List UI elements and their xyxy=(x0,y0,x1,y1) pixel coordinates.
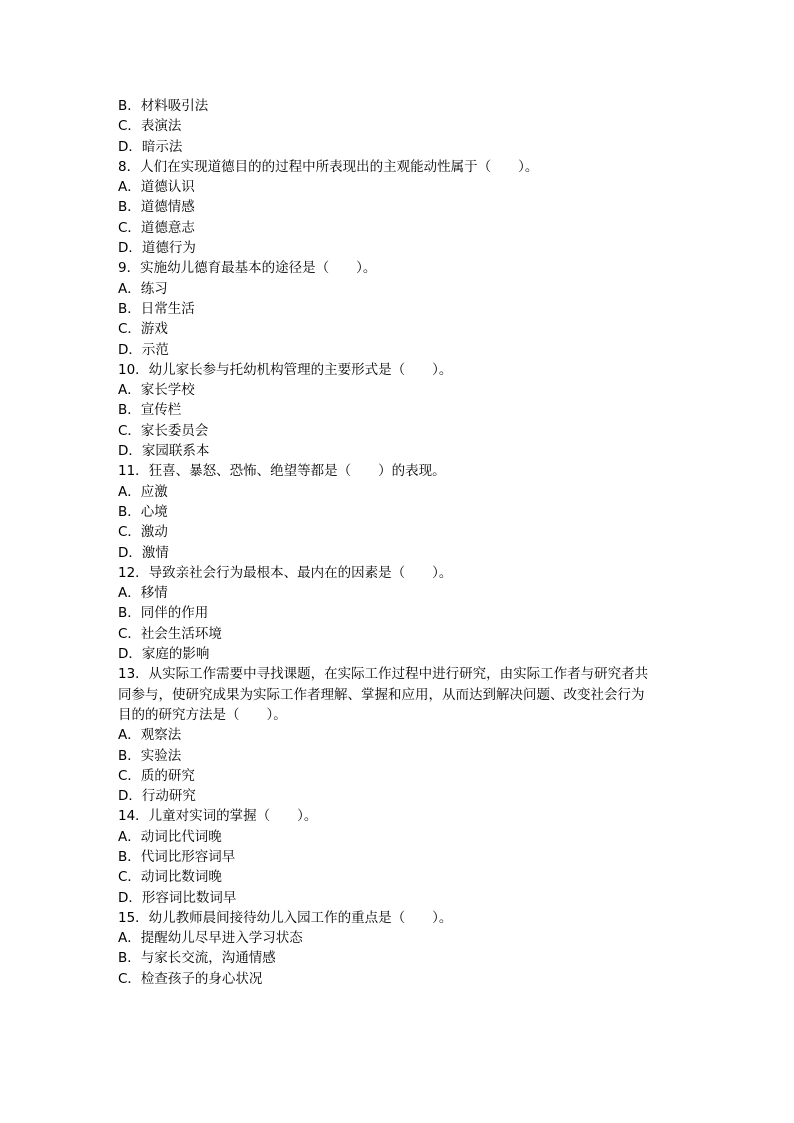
answer-option: C．表演法 xyxy=(118,118,182,135)
question-text: 10．幼儿家长参与托幼机构管理的主要形式是（ ）。 xyxy=(118,361,453,378)
answer-option: C．激动 xyxy=(118,524,168,541)
answer-option: C．游戏 xyxy=(118,321,168,338)
answer-option: B．日常生活 xyxy=(118,300,195,317)
question-text: 9．实施幼儿德育最基本的途径是（ ）。 xyxy=(118,260,377,277)
question-text: 14．儿童对实词的掌握（ ）。 xyxy=(118,808,318,825)
answer-option: D．暗示法 xyxy=(118,138,183,155)
answer-option: B．与家长交流，沟通情感 xyxy=(118,950,276,967)
answer-option: C．家长委员会 xyxy=(118,422,209,439)
answer-option: A．提醒幼儿尽早进入学习状态 xyxy=(118,930,303,947)
answer-option: B．同伴的作用 xyxy=(118,605,209,622)
answer-option: C．动词比数词晚 xyxy=(118,869,222,886)
answer-option: A．练习 xyxy=(118,280,168,297)
answer-option: C．检查孩子的身心状况 xyxy=(118,970,263,987)
answer-option: D．道德行为 xyxy=(118,240,196,257)
question-text: 13．从实际工作需要中寻找课题，在实际工作过程中进行研究，由实际工作者与研究者共 xyxy=(118,666,649,683)
answer-option: B．宣传栏 xyxy=(118,402,182,419)
answer-option: B．心境 xyxy=(118,503,168,520)
question-text: 8．人们在实现道德目的的过程中所表现出的主观能动性属于（ ）。 xyxy=(118,158,539,175)
answer-option: C．质的研究 xyxy=(118,767,195,784)
answer-option: A．移情 xyxy=(118,585,168,602)
answer-option: A．道德认识 xyxy=(118,179,195,196)
answer-option: C．道德意志 xyxy=(118,219,195,236)
answer-option: B．材料吸引法 xyxy=(118,98,209,114)
answer-option: A．观察法 xyxy=(118,727,182,744)
answer-option: D．形容词比数词早 xyxy=(118,889,237,906)
answer-option: B．实验法 xyxy=(118,747,182,764)
document-page xyxy=(118,96,698,989)
answer-option: B．代词比形容词早 xyxy=(118,848,236,865)
answer-option: D．激情 xyxy=(118,544,169,561)
question-text-continued: 同参与，使研究成果为实际工作者理解、掌握和应用，从而达到解决问题、改变社会行为 xyxy=(118,686,645,703)
answer-option: A．动词比代词晚 xyxy=(118,828,222,845)
answer-option: D．家园联系本 xyxy=(118,443,210,460)
answer-option: A．家长学校 xyxy=(118,382,195,399)
question-text: 11．狂喜、暴怒、恐怖、绝望等都是（ ）的表现。 xyxy=(118,463,446,480)
question-text: 12．导致亲社会行为最根本、最内在的因素是（ ）。 xyxy=(118,564,453,581)
question-text: 15．幼儿教师晨间接待幼儿入园工作的重点是（ ）。 xyxy=(118,909,453,926)
answer-option: D．家庭的影响 xyxy=(118,646,210,663)
question-text-continued: 目的的研究方法是（ ）。 xyxy=(118,706,287,723)
answer-option: B．道德情感 xyxy=(118,199,195,216)
answer-option: A．应激 xyxy=(118,483,168,500)
answer-option: C．社会生活环境 xyxy=(118,625,222,642)
answer-option: D．示范 xyxy=(118,341,169,358)
answer-option: D．行动研究 xyxy=(118,788,196,805)
